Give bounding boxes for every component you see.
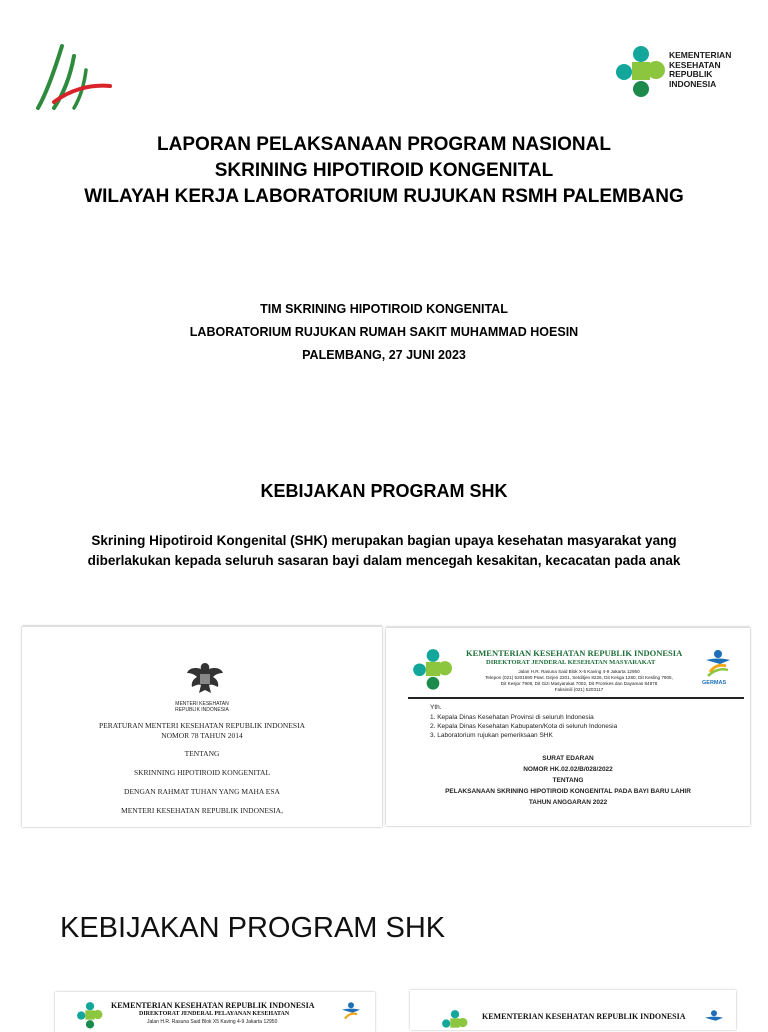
report-title [0,132,768,210]
kop-address-line: Dit Kesjor 7909, Dit Gizi Masyarakat 7002, Dit Promkes dan Dayamas 84878 [500,681,658,686]
policy-intro [30,531,738,571]
laboratory-name: LABORATORIUM RUJUKAN RUMAH SAKIT MUHAMMAD HOESIN [189,325,579,339]
kemenkes-emblem-icon [75,1000,105,1030]
letter-year: TAHUN ANGGARAN 2022 [528,799,608,806]
germas-logo-icon [339,1000,363,1024]
kemenkes-emblem-icon [410,646,456,692]
kemenkes-logo [612,42,742,102]
kop-divider [408,697,744,699]
regulation-number: NOMOR 78 TAHUN 2014 [161,731,243,740]
kemenkes-emblem-icon [612,42,670,100]
policy-heading: KEBIJAKAN PROGRAM SHK [260,481,508,501]
report-subtitle [0,298,768,367]
letter-type: SURAT EDARAN [542,755,594,762]
rsmh-logo-icon [34,42,114,112]
permenkes-document [22,626,382,827]
place-date: PALEMBANG, 27 JUNI 2023 [302,348,466,362]
emblem-caption-line: MENTERI KESEHATAN [175,701,229,707]
germas-logo-icon [702,648,734,678]
kop-address [458,669,700,693]
kemenkes-logo-line: INDONESIA [669,78,717,89]
recipient-item: 1. Kepala Dinas Kesehatan Provinsi di seluruh Indonesia [430,714,594,721]
kop-address: Jalan H.R. Rasuna Said Blok X5 Kaving 4-9 Jakarta 12950 [147,1019,278,1025]
kop-address-line: Telepon (021) 5201590 Pswt. Dirjen 2201, Setditjen 8226, Dit Kesga 1280, Dit Kesling 7905, [485,675,673,680]
regulation-subject: SKRINNING HIPOTIROID KONGENITAL [133,768,271,777]
surat-edaran-document [386,627,750,826]
kop-subtitle: DIREKTORAT JENDERAL PELAYANAN KESEHATAN [139,1011,290,1017]
policy-intro-line: Skrining Hipotiroid Kongenital (SHK) merupakan bagian upaya kesehatan masyarakat yang [91,533,677,548]
policy-intro-line: diberlakukan kepada seluruh sasaran bayi dalam mencegah kesakitan, kecacatan pada anak [87,553,681,568]
kemenkes-emblem-icon [440,1008,470,1030]
kemenkes-logo-line: KEMENTERIAN [669,50,732,60]
kop-address-line: Jalan H.R. Rasuna Said Blok X-5 Kaving 4-9 Jakarta 12950 [518,669,640,674]
kemenkes-logo-line: KESEHATAN [669,59,721,70]
directorate-letter-document [55,992,375,1032]
regulation-minister: MENTERI KESEHATAN REPUBLIK INDONESIA, [121,806,283,815]
ministry-letter-document [410,990,736,1030]
germas-label: GERMAS [702,680,727,686]
germas-logo-icon [702,1008,726,1030]
letter-number: NOMOR HK.02.02/B/028/2022 [523,766,613,773]
kemenkes-logo-line: REPUBLIK [669,69,713,79]
kop-address-line: Faksimili (021) 5203117 [554,687,604,692]
kop-title: KEMENTERIAN KESEHATAN REPUBLIK INDONESIA [482,1012,686,1021]
emblem-caption [22,701,382,713]
report-title-line: LAPORAN PELAKSANAAN PROGRAM NASIONAL [157,134,611,155]
garuda-emblem-icon [185,659,225,697]
recipient-item: 2. Kepala Dinas Kesehatan Kabupaten/Kota di seluruh Indonesia [430,723,618,730]
letter-tentang: TENTANG [552,777,584,784]
kop-title: KEMENTERIAN KESEHATAN REPUBLIK INDONESIA [111,1001,315,1010]
emblem-caption-line: REPUBLIK INDONESIA [175,707,229,713]
letter-subject: PELAKSANAAN SKRINING HIPOTIROID KONGENITAL PADA BAYI BARU LAHIR [445,788,691,795]
kop-subtitle: DIREKTORAT JENDERAL KESEHATAN MASYARAKAT [486,659,656,666]
yth-label: Yth. [430,704,442,711]
report-title-line: SKRINING HIPOTIROID KONGENITAL [214,160,554,181]
regulation-preamble: DENGAN RAHMAT TUHAN YANG MAHA ESA [124,787,280,796]
report-title-line: WILAYAH KERJA LABORATORIUM RUJUKAN RSMH PALEMBANG [84,186,684,207]
policy-heading-2: KEBIJAKAN PROGRAM SHK [60,912,446,944]
regulation-tentang: TENTANG [184,749,220,758]
team-name: TIM SKRINING HIPOTIROID KONGENITAL [260,302,508,316]
recipient-item: 3. Laboratorium rujukan pemeriksaan SHK [430,732,553,739]
regulation-title: PERATURAN MENTERI KESEHATAN REPUBLIK INDONESIA [98,721,306,730]
kop-title: KEMENTERIAN KESEHATAN REPUBLIK INDONESIA [466,648,683,658]
